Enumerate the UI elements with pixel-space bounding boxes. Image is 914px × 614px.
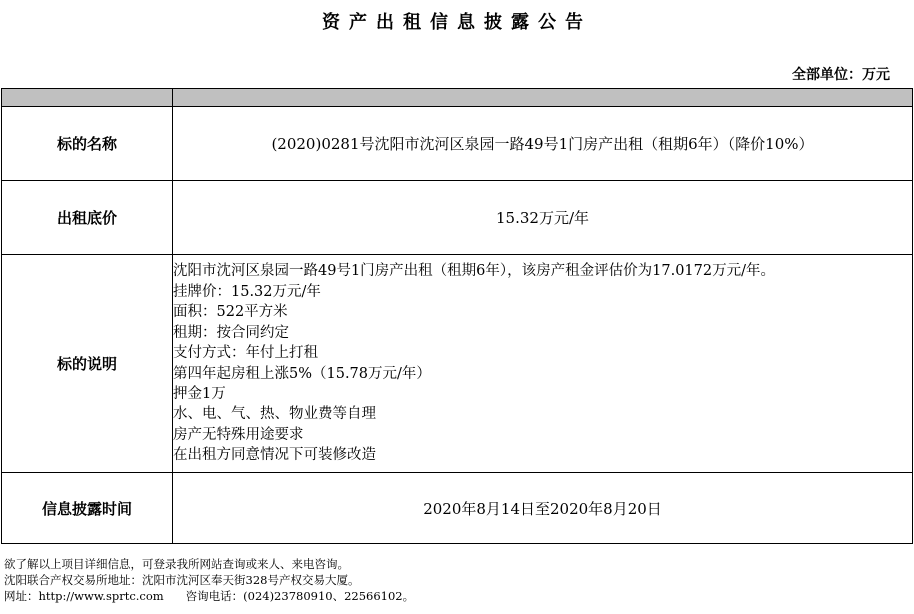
- description-line: 沈阳市沈河区泉园一路49号1门房产出租（租期6年），该房产租金评估价为17.0172万元/年。: [173, 263, 775, 280]
- description-line: 租期：按合同约定: [173, 324, 289, 341]
- table-row-description: [2, 255, 913, 473]
- price-label: 出租底价: [2, 181, 173, 255]
- name-value: (2020)0281号沈阳市沈河区泉园一路49号1门房产出租（租期6年）（降价10%）: [173, 107, 913, 181]
- table-row-price: [2, 181, 913, 255]
- description-line: 在出租方同意情况下可装修改造: [173, 447, 376, 464]
- unit-label: 全部单位：万元: [792, 67, 890, 83]
- disclosure-label: 信息披露时间: [2, 473, 173, 544]
- header-cell-left: [2, 89, 173, 107]
- footer-line-contact: 网址：http://www.sprtc.com 咨询电话：(024)23780910、22566102。: [4, 589, 415, 603]
- footer-line-address: 沈阳联合产权交易所地址：沈阳市沈河区奉天街328号产权交易大厦。: [4, 573, 360, 587]
- description-label: 标的说明: [2, 255, 173, 473]
- description-line: 支付方式：年付上打租: [173, 345, 318, 362]
- table-row-name: [2, 107, 913, 181]
- header-cell-right: [173, 89, 913, 107]
- description-line: 押金1万: [173, 385, 226, 402]
- description-line: 面积：522平方米: [173, 304, 288, 321]
- info-table: [1, 88, 913, 544]
- footer-line-info: 欲了解以上项目详细信息，可登录我所网站查询或来人、来电咨询。: [4, 557, 349, 571]
- price-value: 15.32万元/年: [173, 181, 913, 255]
- description-line: 水、电、气、热、物业费等自理: [173, 406, 376, 423]
- footer-notes: [4, 556, 910, 604]
- description-line: 第四年起房租上涨5%（15.78万元/年）: [173, 365, 431, 382]
- table-row-disclosure: [2, 473, 913, 544]
- page-title: 资产出租信息披露公告: [322, 12, 592, 33]
- description-value: [173, 255, 913, 473]
- description-line: 房产无特殊用途要求: [173, 426, 304, 443]
- disclosure-value: 2020年8月14日至2020年8月20日: [173, 473, 913, 544]
- table-header-row: [2, 89, 913, 107]
- description-line: 挂牌价：15.32万元/年: [173, 283, 321, 300]
- name-label: 标的名称: [2, 107, 173, 181]
